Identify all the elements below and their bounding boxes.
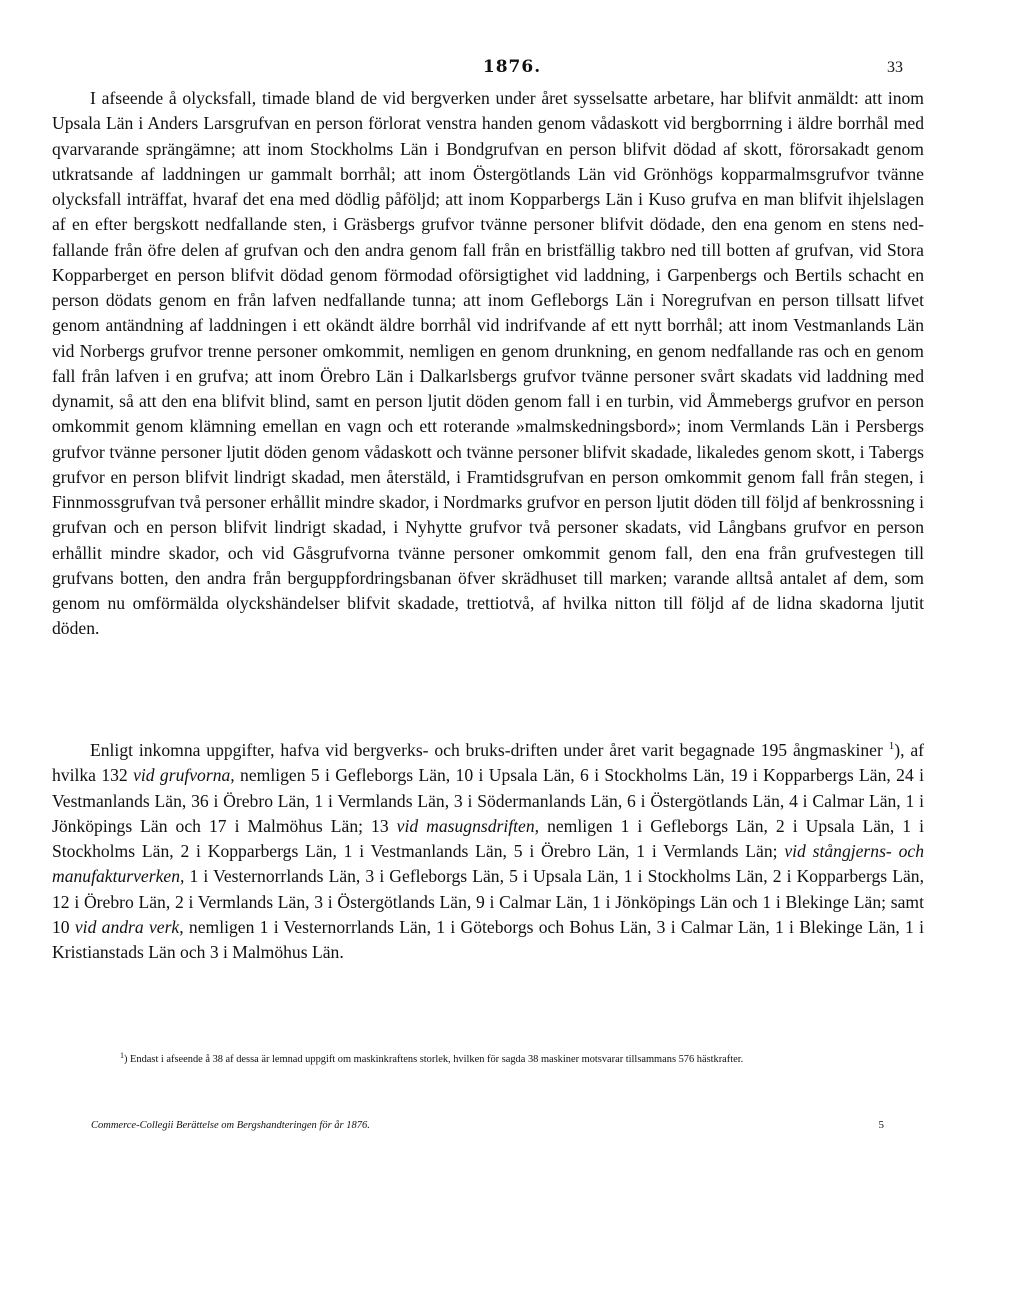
footnote-text: ) Endast i afseende å 38 af dessa är lemnad uppgift om maskinkraftens storlek, hvilken för sagda 38 maskiner motsvarar tillsammans 576 hästkrafter. [124,1054,744,1065]
page-header-year: 1876. [482,57,542,77]
page-number: 33 [887,59,903,76]
paragraph-accidents: I afseende å olycksfall, timade bland de vid bergverken under året sysselsatte arbetare, har blifvit anmäldt: att inom Upsala Län i Anders Larsgrufvan en person förlorat venstra handen genom vådaskott vid bergborrning i äldre borrhål med qvarvarande sprängämne; att inom Stockholms Län i Bondgrufvan en person blifvit dödad af skott, förorsakadt genom utkratsande af laddningen ur gammalt borrhål; att inom Östergötlands Län vid Grönhögs kopparmalmsgrufvor tvänne olycksfall inträffat, hvaraf det ena med dödlig påföljd; att inom Kopparbergs Län i Kuso grufva en man blifvit ihjelslagen af en efter bergskott nedfallande sten, i Gräsbergs grufvor tvänne personer blifvit dödade, den ena genom en stens nedfallande från öfre delen af grufvan och den andra genom fall från en bristfällig takbro ned till botten af grufvan, vid Stora Kopparberget en person blifvit dödad genom förmodad oförsigtighet vid laddning, i Garpenbergs och Bertils schacht en person dödats genom en från lafven nedfallande tunna; att inom Gefleborgs Län i Noregrufvan en person tillsatt lifvet genom antändning af laddningen i ett okändt äldre borrhål vid indrifvande af ett nytt borrhål; att inom Vestmanlands Län vid Norbergs grufvor trenne personer omkommit, nemligen en genom drunkning, en genom nedfallande ras och en genom fall från lafven i en grufva; att inom Örebro Län i Dalkarlsbergs grufvor tvänne personer svårt skadats vid laddning med dynamit, så att den ena blifvit blind, samt en person ljutit döden genom fall i en turbin, vid Åmmebergs grufvor en person omkommit genom klämning emellan en vagn och ett roterande »malmskedningsbord»; inom Vermlands Län i Persbergs grufvor tvänne personer ljutit döden genom vådaskott och tvänne personer blifvit skadade, likaledes genom skott, i Tabergs grufvor en person blifvit lindrigt skadad, men återstäld, i Framtidsgrufvan en person omkommit genom fall från stegen, i Finnmossgrufvan två personer erhållit mindre skador, i Nordmarks grufvor en person ljutit döden till följd af benkrossning i grufvan och en person blifvit lindrigt skadad, i Nyhytte grufvor två personer skadats, vid Långbans grufvor en person erhållit mindre skador, och vid Gåsgrufvorna tvänne personer omkommit genom fall, den ena från grufvestegen till grufvans botten, den andra från berguppfordringsbanan öfver skrädhuset till marken; varande alltså antalet af dem, som genom nu omförmälda olyckshändelser blifvit skadade, trettiotvå, af hvilka nitton till följd af de lidna skadorna ljutit döden. [52,88,924,639]
paragraph-steam-engines [52,734,924,965]
sheet-number: 5 [878,1119,884,1131]
italic-term: vid andra verk, [74,916,184,937]
text-run: Enligt inkomna uppgifter, hafva vid bergverks- och bruks-driften under året varit begagnade 195 ångmaskiner [90,740,883,760]
italic-term: vid stångjerns- och manufakturverken, [52,841,924,887]
text-run: nemligen 1 i Vesternorrlands Län, 1 i Göteborgs och Bohus Län, 3 i Calmar Län, 1 i Blekinge Län, 1 i Kristianstads Län och 3 i Malmöhus Län. [52,916,924,962]
text-run: nemligen 1 i Gefleborgs Län, 2 i Upsala Län, 1 i Stockholms Län, 2 i Kopparbergs Län, 1 i Vestmanlands Län, 5 i Örebro Län, 1 i Vermlands Län; [52,815,924,861]
italic-term: vid grufvorna, [133,765,235,786]
footer-title: Commerce-Collegii Berättelse om Bergshandteringen för år 1876. [91,1120,370,1131]
text-run: ), af hvilka 132 [52,740,925,786]
italic-term: vid masugnsdriften, [396,815,540,836]
footnote [52,1048,924,1067]
footnote-marker: 1 [120,1051,124,1060]
footnote-reference: 1 [888,740,895,752]
text-run: 1 i Vesternorrlands Län, 3 i Gefleborgs Län, 5 i Upsala Län, 1 i Stockholms Län, 2 i Kopparbergs Län, 12 i Örebro Län, 2 i Vermlands Län, 3 i Östergötlands Län, 9 i Calmar Län, 1 i Jönköpings Län och 1 i Blekinge Län; samt 10 [52,866,924,937]
text-run: nemligen 5 i Gefleborgs Län, 10 i Upsala Län, 6 i Stockholms Län, 19 i Kopparbergs Län, 24 i Vestmanlands Län, 36 i Örebro Län, 1 i Vermlands Län, 3 i Södermanlands Län, 6 i Östergötlands Län, 4 i Calmar Län, 1 i Jönköpings Län och 17 i Malmöhus Län; 13 [52,765,924,836]
